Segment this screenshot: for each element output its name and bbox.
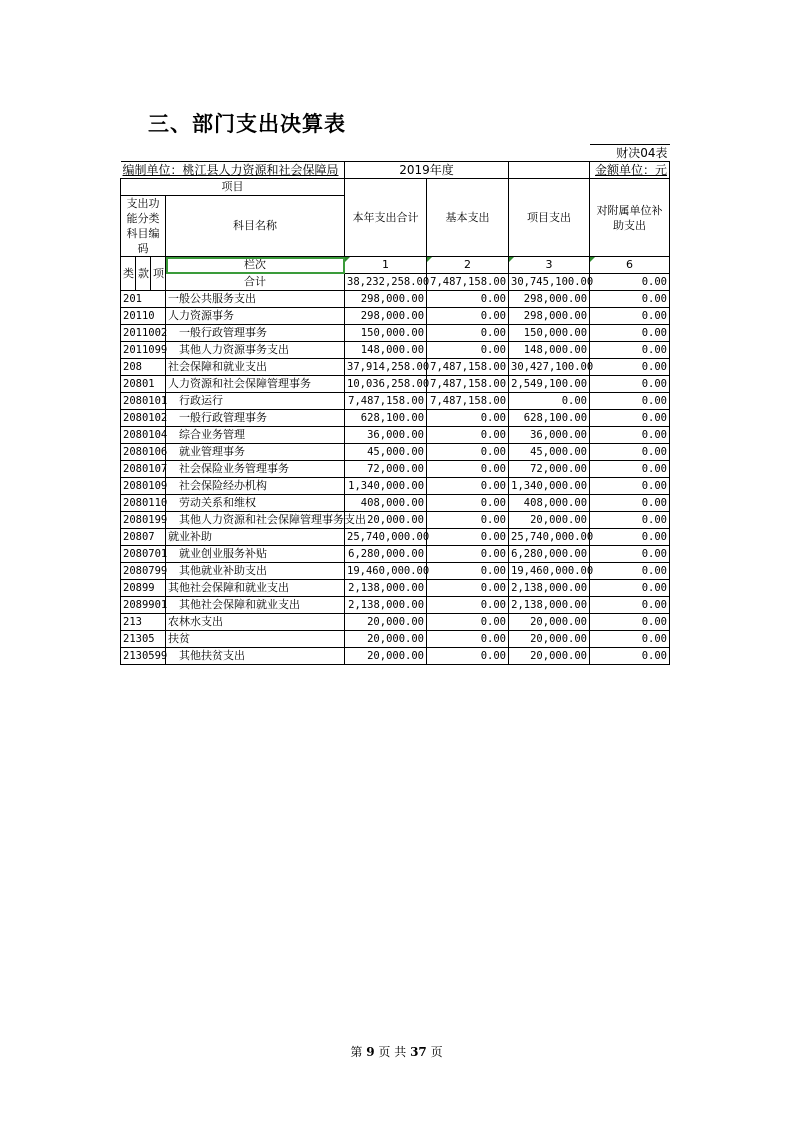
row-project: 20,000.00 xyxy=(509,512,590,529)
row-project: 30,427,100.00 xyxy=(509,359,590,376)
row-code: 20807 xyxy=(121,529,166,546)
row-code: 2080106 xyxy=(121,444,166,461)
row-code: 2011002 xyxy=(121,325,166,342)
row-project: 36,000.00 xyxy=(509,427,590,444)
row-basic: 0.00 xyxy=(427,410,509,427)
table-row xyxy=(121,631,670,648)
row-total: 408,000.00 xyxy=(345,495,427,512)
table-row xyxy=(121,597,670,614)
row-code: 20110 xyxy=(121,308,166,325)
row-basic: 0.00 xyxy=(427,291,509,308)
row-project: 1,340,000.00 xyxy=(509,478,590,495)
table-row xyxy=(121,444,670,461)
total-total: 38,232,258.00 xyxy=(345,274,427,291)
row-project: 150,000.00 xyxy=(509,325,590,342)
row-name: 其他人力资源和社会保障管理事务支出 xyxy=(166,512,345,529)
table-code-row xyxy=(121,145,670,162)
expenditure-table xyxy=(120,144,670,665)
row-code: 2089901 xyxy=(121,597,166,614)
row-subsidy: 0.00 xyxy=(590,631,670,648)
row-name: 社会保障和就业支出 xyxy=(166,359,345,376)
row-name: 人力资源和社会保障管理事务 xyxy=(166,376,345,393)
footer-page: 9 xyxy=(366,1045,375,1059)
row-project: 2,549,100.00 xyxy=(509,376,590,393)
row-basic: 7,487,158.00 xyxy=(427,376,509,393)
row-subsidy: 0.00 xyxy=(590,393,670,410)
col-6: 6 xyxy=(590,257,670,274)
table-row xyxy=(121,546,670,563)
row-project: 148,000.00 xyxy=(509,342,590,359)
row-name: 其他扶贫支出 xyxy=(166,648,345,665)
row-code: 20801 xyxy=(121,376,166,393)
row-code: 213 xyxy=(121,614,166,631)
table-code: 财决04表 xyxy=(590,145,670,162)
header-kuan: 款 xyxy=(136,257,151,291)
row-total: 19,460,000.00 xyxy=(345,563,427,580)
total-project: 30,745,100.00 xyxy=(509,274,590,291)
table-row xyxy=(121,461,670,478)
row-code: 2080110 xyxy=(121,495,166,512)
row-total: 20,000.00 xyxy=(345,614,427,631)
row-subsidy: 0.00 xyxy=(590,580,670,597)
row-total: 148,000.00 xyxy=(345,342,427,359)
row-subsidy: 0.00 xyxy=(590,308,670,325)
header-project-exp: 项目支出 xyxy=(509,179,590,257)
total-row xyxy=(121,274,670,291)
row-subsidy: 0.00 xyxy=(590,376,670,393)
row-subsidy: 0.00 xyxy=(590,410,670,427)
table-row xyxy=(121,614,670,631)
row-subsidy: 0.00 xyxy=(590,478,670,495)
row-basic: 0.00 xyxy=(427,325,509,342)
row-basic: 0.00 xyxy=(427,580,509,597)
row-name: 劳动关系和维权 xyxy=(166,495,345,512)
row-total: 6,280,000.00 xyxy=(345,546,427,563)
col-1: 1 xyxy=(345,257,427,274)
table-row xyxy=(121,648,670,665)
row-name: 就业创业服务补贴 xyxy=(166,546,345,563)
table-row xyxy=(121,563,670,580)
table-row xyxy=(121,291,670,308)
header-lei: 类 xyxy=(121,257,136,291)
row-name: 扶贫 xyxy=(166,631,345,648)
page-title: 三、部门支出决算表 xyxy=(148,112,346,136)
row-subsidy: 0.00 xyxy=(590,291,670,308)
table-row xyxy=(121,342,670,359)
row-basic: 0.00 xyxy=(427,308,509,325)
row-project: 20,000.00 xyxy=(509,631,590,648)
row-name: 一般行政管理事务 xyxy=(166,410,345,427)
row-basic: 0.00 xyxy=(427,444,509,461)
row-total: 628,100.00 xyxy=(345,410,427,427)
row-project: 19,460,000.00 xyxy=(509,563,590,580)
row-code: 2130599 xyxy=(121,648,166,665)
header-total: 本年支出合计 xyxy=(345,179,427,257)
row-code: 21305 xyxy=(121,631,166,648)
table-row xyxy=(121,308,670,325)
row-basic: 0.00 xyxy=(427,529,509,546)
row-code: 2011099 xyxy=(121,342,166,359)
row-total: 20,000.00 xyxy=(345,648,427,665)
row-project: 72,000.00 xyxy=(509,461,590,478)
row-basic: 0.00 xyxy=(427,342,509,359)
row-basic: 0.00 xyxy=(427,427,509,444)
row-subsidy: 0.00 xyxy=(590,546,670,563)
unit-label: 金额单位：元 xyxy=(590,162,670,179)
header-xiang: 项 xyxy=(151,257,166,291)
table-row xyxy=(121,393,670,410)
row-total: 298,000.00 xyxy=(345,291,427,308)
row-subsidy: 0.00 xyxy=(590,648,670,665)
table-row xyxy=(121,325,670,342)
table-row xyxy=(121,529,670,546)
row-code: 2080199 xyxy=(121,512,166,529)
header-subsidy: 对附属单位补助支出 xyxy=(590,179,670,257)
row-project: 6,280,000.00 xyxy=(509,546,590,563)
row-project: 20,000.00 xyxy=(509,614,590,631)
row-project: 2,138,000.00 xyxy=(509,580,590,597)
footer-suffix: 页 xyxy=(430,1045,443,1059)
row-basic: 0.00 xyxy=(427,461,509,478)
row-subsidy: 0.00 xyxy=(590,342,670,359)
row-total: 72,000.00 xyxy=(345,461,427,478)
page-footer xyxy=(0,1043,793,1060)
header-project: 项目 xyxy=(121,179,345,196)
table-row xyxy=(121,495,670,512)
row-total: 20,000.00 xyxy=(345,631,427,648)
row-subsidy: 0.00 xyxy=(590,563,670,580)
row-name: 人力资源事务 xyxy=(166,308,345,325)
total-label: 合计 xyxy=(166,274,345,291)
row-name: 社会保险经办机构 xyxy=(166,478,345,495)
table-row xyxy=(121,359,670,376)
row-project: 298,000.00 xyxy=(509,291,590,308)
row-total: 20,000.00 xyxy=(345,512,427,529)
row-project: 25,740,000.00 xyxy=(509,529,590,546)
row-total: 2,138,000.00 xyxy=(345,580,427,597)
row-code: 2080701 xyxy=(121,546,166,563)
footer-pages: 37 xyxy=(410,1045,427,1059)
row-total: 45,000.00 xyxy=(345,444,427,461)
row-subsidy: 0.00 xyxy=(590,359,670,376)
row-subsidy: 0.00 xyxy=(590,512,670,529)
meta-row xyxy=(121,162,670,179)
table-row xyxy=(121,478,670,495)
table-row xyxy=(121,580,670,597)
row-basic: 0.00 xyxy=(427,546,509,563)
header-row-1 xyxy=(121,179,670,196)
total-basic: 7,487,158.00 xyxy=(427,274,509,291)
row-code: 2080799 xyxy=(121,563,166,580)
row-name: 农林水支出 xyxy=(166,614,345,631)
row-basic: 0.00 xyxy=(427,495,509,512)
org-label: 编制单位：桃江县人力资源和社会保障局 xyxy=(121,162,345,179)
header-basic: 基本支出 xyxy=(427,179,509,257)
total-subsidy: 0.00 xyxy=(590,274,670,291)
row-subsidy: 0.00 xyxy=(590,597,670,614)
row-basic: 7,487,158.00 xyxy=(427,393,509,410)
row-basic: 0.00 xyxy=(427,597,509,614)
row-subsidy: 0.00 xyxy=(590,325,670,342)
row-total: 36,000.00 xyxy=(345,427,427,444)
table-row xyxy=(121,410,670,427)
row-name: 社会保险业务管理事务 xyxy=(166,461,345,478)
row-project: 2,138,000.00 xyxy=(509,597,590,614)
row-basic: 0.00 xyxy=(427,563,509,580)
table-row xyxy=(121,512,670,529)
header-row-5 xyxy=(121,257,670,274)
row-name: 其他社会保障和就业支出 xyxy=(166,580,345,597)
row-basic: 7,487,158.00 xyxy=(427,359,509,376)
row-code: 208 xyxy=(121,359,166,376)
row-total: 7,487,158.00 xyxy=(345,393,427,410)
row-subsidy: 0.00 xyxy=(590,461,670,478)
table-row xyxy=(121,427,670,444)
row-total: 2,138,000.00 xyxy=(345,597,427,614)
row-name: 综合业务管理 xyxy=(166,427,345,444)
row-project: 45,000.00 xyxy=(509,444,590,461)
row-basic: 0.00 xyxy=(427,631,509,648)
row-code: 2080107 xyxy=(121,461,166,478)
row-subsidy: 0.00 xyxy=(590,495,670,512)
col-3: 3 xyxy=(509,257,590,274)
row-code: 2080102 xyxy=(121,410,166,427)
row-project: 408,000.00 xyxy=(509,495,590,512)
row-code: 201 xyxy=(121,291,166,308)
table-row xyxy=(121,376,670,393)
row-name: 其他就业补助支出 xyxy=(166,563,345,580)
row-total: 25,740,000.00 xyxy=(345,529,427,546)
row-project: 298,000.00 xyxy=(509,308,590,325)
row-total: 37,914,258.00 xyxy=(345,359,427,376)
row-project: 0.00 xyxy=(509,393,590,410)
header-func-class: 支出功能分类科目编码 xyxy=(121,196,166,257)
row-total: 298,000.00 xyxy=(345,308,427,325)
row-name: 其他社会保障和就业支出 xyxy=(166,597,345,614)
header-subject-name: 科目名称 xyxy=(166,196,345,257)
row-basic: 0.00 xyxy=(427,478,509,495)
row-subsidy: 0.00 xyxy=(590,444,670,461)
row-name: 行政运行 xyxy=(166,393,345,410)
row-code: 20899 xyxy=(121,580,166,597)
row-basic: 0.00 xyxy=(427,512,509,529)
row-name: 就业补助 xyxy=(166,529,345,546)
row-subsidy: 0.00 xyxy=(590,614,670,631)
row-total: 150,000.00 xyxy=(345,325,427,342)
row-project: 628,100.00 xyxy=(509,410,590,427)
footer-prefix: 第 xyxy=(350,1045,363,1059)
col-2: 2 xyxy=(427,257,509,274)
row-name: 一般行政管理事务 xyxy=(166,325,345,342)
row-basic: 0.00 xyxy=(427,614,509,631)
row-total: 1,340,000.00 xyxy=(345,478,427,495)
year-label: 2019年度 xyxy=(345,162,509,179)
row-name: 一般公共服务支出 xyxy=(166,291,345,308)
row-name: 就业管理事务 xyxy=(166,444,345,461)
footer-mid: 页 共 xyxy=(378,1045,407,1059)
row-name: 其他人力资源事务支出 xyxy=(166,342,345,359)
row-subsidy: 0.00 xyxy=(590,529,670,546)
row-code: 2080104 xyxy=(121,427,166,444)
row-basic: 0.00 xyxy=(427,648,509,665)
row-code: 2080109 xyxy=(121,478,166,495)
row-project: 20,000.00 xyxy=(509,648,590,665)
lanci-cell[interactable]: 栏次 xyxy=(166,257,345,274)
row-total: 10,036,258.00 xyxy=(345,376,427,393)
row-code: 2080101 xyxy=(121,393,166,410)
row-subsidy: 0.00 xyxy=(590,427,670,444)
